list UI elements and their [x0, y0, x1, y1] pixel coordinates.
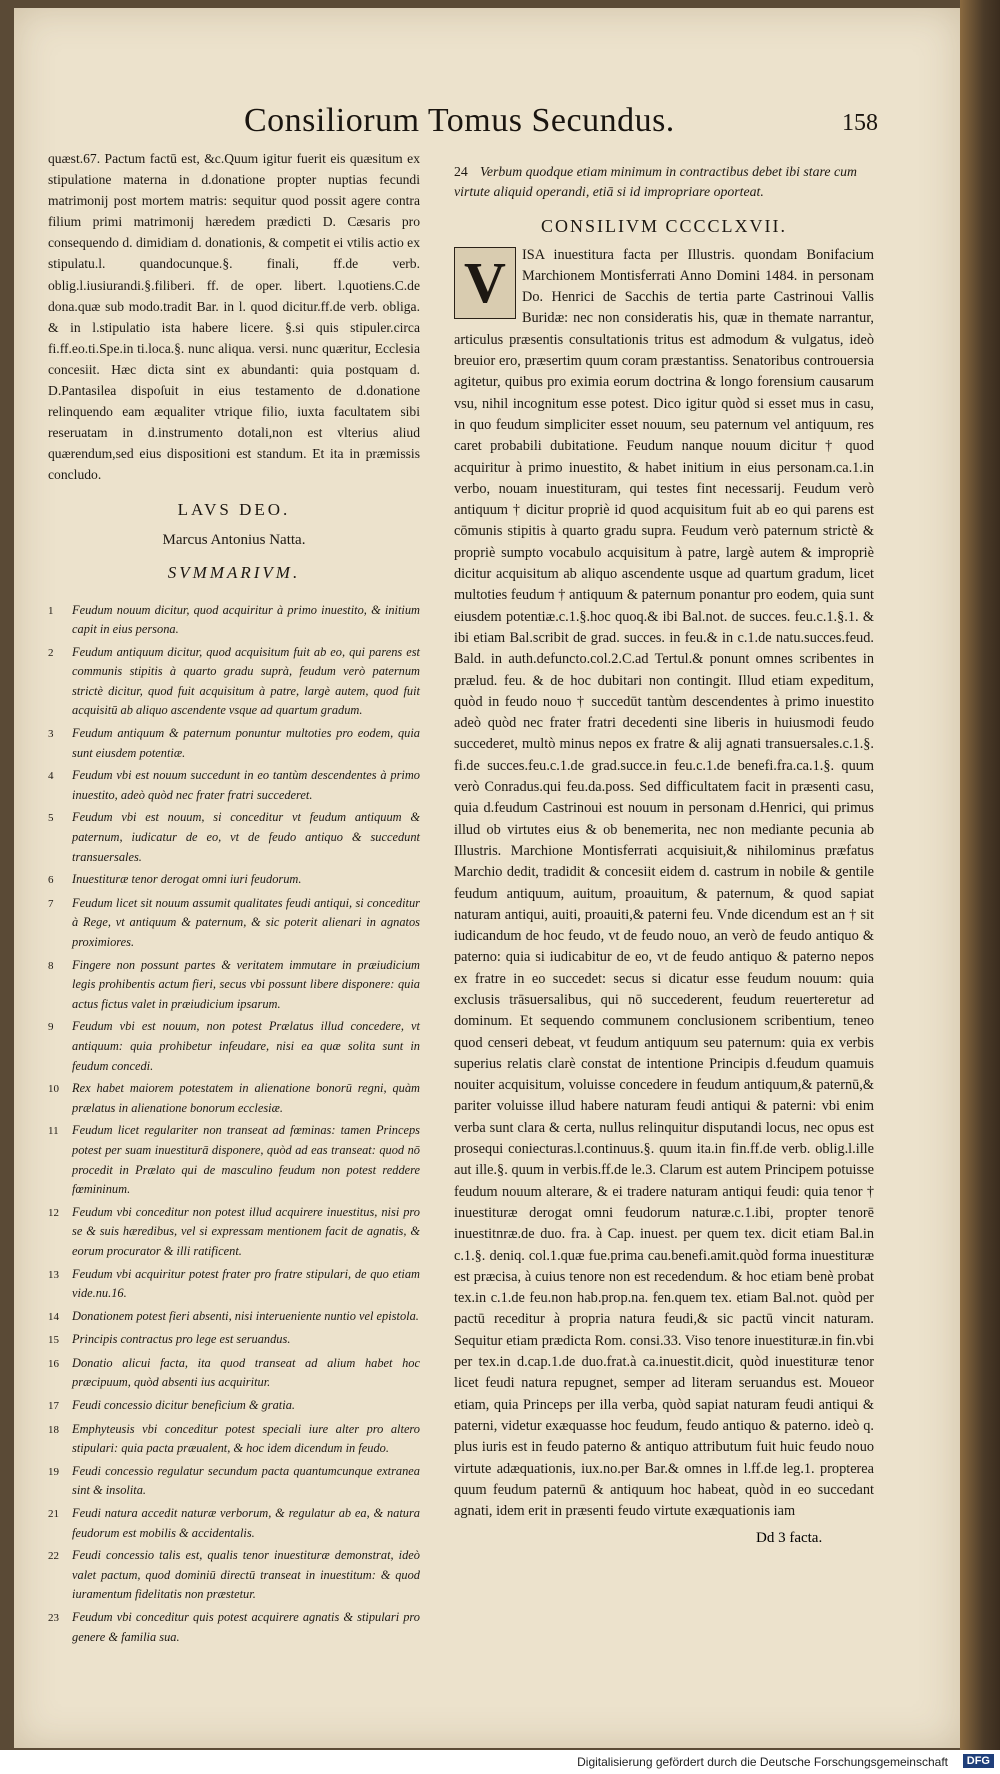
summary-number: 13: [48, 1268, 59, 1281]
summary-text: Feudum vbi acquiritur potest frater pro fratre stipulari, de quo etiam vide.nu.16.: [72, 1266, 420, 1301]
summary-number: 16: [48, 1357, 59, 1370]
summary-item: [48, 1079, 420, 1118]
summary-text: Donatio alicui facta, ita quod transeat ad alium habet hoc præcipuum, quòd absenti ius acquiritur.: [72, 1355, 420, 1390]
summary-item: [48, 808, 420, 867]
summary-text: Feudi concessio regulatur secundum pacta quantumcunque extranea sint & insolita.: [72, 1463, 420, 1498]
summary-text: Fingere non possunt partes & veritatem immutare in præiudicium legis prohibentis actum fieri, secus vbi possunt libere disponere: quia actus fictus valet in præiudicium ipsarum.: [72, 957, 420, 1011]
summary-number: 11: [48, 1125, 59, 1138]
summary-title: SVMMARIVM.: [167, 562, 301, 582]
summary-text: Feudum vbi est nouum, non potest Prælatus illud concedere, vt antiquum: quia prohibetur infeudare, nisi ea quæ solita sunt in feudum concedi.: [72, 1019, 420, 1073]
summary-number: 6: [48, 874, 54, 887]
summary-item: [48, 1504, 420, 1543]
summary-number: 18: [48, 1423, 59, 1436]
right-column: [454, 148, 874, 1522]
summary-number: 24: [454, 163, 468, 179]
summary-item: [48, 956, 420, 1015]
consilium-body: ISA inuestitura facta per Illustris. quondam Bonifacium Marchionem Montisferrati Anno Domini 1484. in personam Do. Henrici de Sacchis de tertia parte Castrinoui Vallis Buridæ: nec non consideratis his, quæ in themate narrantur, articulus præsentis consultationis tritus est admodum & vulgatus, ideò breuior ero, præsertim quum coram præstantiss. Senatoribus controuersia agitetur, quibus pro eximia eorum doctrina & longo forensium causarum vsu, nihil incognitum esse potest. Dico igitur quòd si esset mus in casu, in quo feudum simpliciter esset nouum, seu paternum vel antiquum, res caret probabili dubitatione. Feudum nanque nouum dicitur † quod acquiritur à primo inuestito, & habet initium in eius personam.ca.1.in verbo, nouam inuestituram, qui testes fint necessarij. Feudum verò antiquum † dicitur propriè id quod acquisitum fuit ab eo qui parens est cōmunis stipitis à quarto gradu supra. Feudum verò paternum strictè & propriè sumpto vocabulo acquisitum à patre, largè autem & impropriè dicitur acquisitum ab aliquo ascendente usque ad quartum gradum, licet multoties feudum † antiquum & paternum ponantur pro eodem, quia sunt eiusdem potentiæ.c.1.§.hoc quoq.& ibi Bal.not. de succes. feu.c.1.§.1. & ibi etiam Bal.scribit de grad. succes. in feu.& in c.1.de natu.succes.feud. Bald. in auth.defuncto.col.2.C.ad Tertul.& ponunt omnes scribentes in prælud. feu. & de hoc dubitari non contingit. Illud etiam expeditum, quòd in feudo nouo † succedūt tantùm descendentes à primo inuestito adeò quòd nec frater fratri decedenti sine liberis in huiusmodi feudo succederet, multò minus nepos ex fratre & alij agnati transuersales.c.1.§. fi.de succes.feu.c.1.de grad.succe.in feu.c.1.de benefi.fra.ca.1.§. quum verò Conradus.qui feu.da.poss. Sed difficultatem facit in præsenti casu, quia d.feudum Castrinoui est nouum in personam d.Henrici, qui primus illud ob virtutes eius & ob benemerita, nec non mediante pecunia ab Illustris. Marchione Montisferrati acquisiuit,& nihilominus præfatus Marchio dedit, tradidit & concesiit eidem d. castrum in nobile & gentile feudum antiquum, auitum, proauitum, & paternum, & quod sapiat naturam antiqui, auiti, proauiti,& paterni feu. Vnde dicendum est an † sit iudicandum de hoc feudo, vt de feudo nouo, an verò de feudo antiquo & paterno: quia si iudicabitur de eo, vt de feudo antiquo & paterno nepos ex fratre in eo succedet: secus si dicatur esse feudum nouum: quia exclusis trāsuersalibus, qui nō succederent, feudum reuerteretur ad dominum. Et sequendo communem conclusionem scribentium, teneo quod censeri debeat, vt feudum antiquum seu paternum: quia ex verbis superius relatis clarè constat de intentione Principis d.feudum quamuis nouiter acquisitum, voluisse concedere in feudum antiquum,& paternū,& pariter voluisse illud habere naturam feudi antiqui & paterni: vbi enim verba sunt clara & certa, nullus relinquitur disputandi locus, nec opus est prosequi coniecturas.l.continuus.§. quum ita.in fin.ff.de verb. oblig.l.ille aut ille.§. quum in verbis.ff.de le.3. Clarum est autem Principem potuisse feudum nouum alterare, & ei tradere naturam antiqui feudi: quia tenor † inuestituræ derogat omni feudorum naturæ.c.1.ibi, propter tenorē inuestitnræ.de duo. fra. à Cap. inuest. per quem tex. dicit etiam Bal.in c.1.§. deniq. col.1.quæ fue.prima cau.benefi.amit.quòd forma inuestituræ est præcisa, à cuius tenore non est recedendum. & hoc etiam benè probat tex.in c.1.de feu.non hab.prop.na. fen.quem tex. etiam Bal.not. quòd per pactū receditur à propria natura feudi,& sic pactū vincit naturam. Sequitur etiam prædicta Rom. consi.33. Viso tenore inuestituræ.in fin.vbi per tex.in d.cap.1.de duo.frat.à ca.inuestit.dicit, quòd inuestituræ tenor licet feudi natura repugnet, semper ad literam seruandus est. Moueor etiam, quia Princeps per illa verba, quòd sapiat naturam feudi antiqui & paterni, videtur exæquasse hoc feudum, feudo antiquo & paterno. ideò q. plus iuris est in feudo paterno & antiquo attributum fuit huic feudo nouo virtute adæquationis, iux.no.per Bar.& omnes in l.ff.de leg.1. propterea quum feudum paternū & antiquum hoc habeat, quòd in eo succedant agnati, idem erit in præsenti feudo virtute exæquationis iam: [454, 246, 874, 1520]
summary-item: [48, 601, 420, 640]
summary-item: [48, 724, 420, 763]
summary-text: Feudum antiquum & paternum ponuntur multoties pro eodem, quia sunt eiusdem potentiæ.: [72, 726, 420, 760]
summary-number: 23: [48, 1612, 59, 1624]
summary-number: 8: [48, 959, 54, 972]
summary-text: Feudum vbi est nouum, si conceditur vt feudum antiquum & paternum, iudicatur de eo, vt de feudo antiquo & succedunt transuersales.: [72, 810, 420, 864]
summary-text: Feudum licet regulariter non transeat ad fœminas: tamen Princeps potest per suam inuestiturā disponere, quòd ad eas transeat: quod nō procedit in Prælato qui de masculino feudum non potest reddere fœmininum.: [72, 1123, 420, 1197]
summary-item: [48, 1354, 420, 1393]
book-edge: [960, 0, 1000, 1750]
summary-text: Feudum vbi conceditur non potest illud acquirere inuestitus, nisi pro se & suis hæredibus, vel si expressam mentionem facit de agnatis, & eorum procurator & illi ratificent.: [72, 1204, 420, 1258]
summary-list: [48, 601, 420, 1648]
running-title: Consiliorum Tomus Secundus.: [244, 102, 675, 139]
summary-number: 19: [48, 1465, 59, 1478]
summary-text: Feudi concessio dicitur beneficium & gratia.: [72, 1398, 295, 1413]
summary-item: [48, 1330, 420, 1351]
summary-text: Emphyteusis vbi conceditur potest speciali iure alter pro altero stipulari: quia pacta præualent, & hoc idem dicendum in feudo.: [72, 1421, 420, 1456]
summary-item: [48, 1307, 420, 1328]
summary-number: 2: [48, 646, 54, 659]
summary-number: 10: [48, 1083, 59, 1096]
footer-bar: [0, 1750, 1000, 1774]
left-column: [48, 148, 420, 1650]
summary-text: Rex habet maiorem potestatem in alienatione bonorū regni, quàm prælatus in alienatione bonorum ecclesiæ.: [72, 1081, 420, 1115]
summary-text: Principis contractus pro lege est seruandus.: [72, 1332, 291, 1347]
footer-text: Digitalisierung gefördert durch die Deutsche Forschungsgemeinschaft: [577, 1755, 948, 1769]
dropcap-letter: V: [454, 247, 516, 319]
summary-number: 9: [48, 1021, 54, 1034]
summary-number: 5: [48, 812, 54, 825]
summary-item-24: [454, 162, 874, 202]
summary-text: Verbum quodque etiam minimum in contractibus debet ibi stare cum virtute aliquid operandi, etiā si id impropriare oporteat.: [454, 163, 857, 199]
book-page: [14, 8, 960, 1748]
summary-number: 15: [48, 1334, 59, 1347]
summary-text: Feudi natura accedit naturæ verborum, & regulatur ab ea, & natura feudorum est mobilis & accidentalis.: [72, 1506, 420, 1540]
summary-item: [48, 870, 420, 891]
summary-text: Feudum licet sit nouum assumit qualitates feudi antiqui, si conceditur à Rege, vt antiquum & paternum, & sic poterit alienari in agnatos proximiores.: [72, 895, 420, 949]
summary-item: [48, 1121, 420, 1199]
summary-item: [48, 766, 420, 805]
left-paragraph: quæst.67. Pactum factū est, &c.Quum igitur fuerit eis quæsitum ex stipulatione materna in d.donatione propter nuptias fecundi matrimonij post mortem matris: sequitur quod possit agere contra filium primi matrimonij hæredem prædicti D. Cæsaris pro consequendo d. dimidiam d. donationis, & competit ei vtilis actio ex stipulatu.l. quandocunque.§. finali, ff.de verb. oblig.l.iusiurandi.§.filiberi. ff. de oper. libert. l.quotiens.C.de dona.quæ sub modo.tradit Bar. in l. quod dicitur.ff.de verb. obliga. & in l.stipulatio ista habere licere. §.si quis stipuler.circa fi.ff.eo.ti.Spe.in ti.loca.§. nunc aliqua. versi. nunc quæritur, Ecclesia concesiit. Hæc dicta sint ex abundanti: quia postquam d. D.Pantasilea dispoſuit in eius testamento de d.donatione relinquendo eam æqualiter vtrique filio, iuxta facultatem sibi reseruatam in d.instrumento dotali,non est vlterius aliud quærendum,sed eius dispositioni est standum. Et ita in præmissis concludo.: [48, 151, 420, 483]
summary-item: [48, 1546, 420, 1605]
laus-deo: LAVS DEO.: [177, 499, 291, 519]
summary-number: 21: [48, 1508, 59, 1521]
summary-number: 17: [48, 1400, 59, 1413]
summary-text: Feudum vbi conceditur quis potest acquirere agnatis & stipulari pro genere & familia sua.: [72, 1610, 420, 1644]
summary-text: Feudi concessio talis est, qualis tenor inuestituræ demonstrat, ideò valet pactum, quod dominiū directū transeat in inuestitum: & quod iuramentum fidelitatis non præstetur.: [72, 1548, 420, 1602]
summary-number: 14: [48, 1310, 59, 1323]
consilium-title: CONSILIVM CCCCLXVII.: [540, 215, 787, 236]
summary-item: [48, 643, 420, 721]
summary-text: Feudum vbi est nouum succedunt in eo tantùm descendentes à primo inuestito, adeò quòd nec frater fratri succederet.: [72, 768, 420, 802]
summary-text: Feudum antiquum dicitur, quod acquisitum fuit ab eo, qui parens est communis stipitis à quarto gradu suprà, feudum verò paternum strictè dicitur, quod fuit acquisitum à patre, largè autem, quod fuit acquisitū ab aliquo ascendente vsque ad quartum gradum.: [72, 644, 420, 718]
summary-text: Donationem potest fieri absenti, nisi interueniente nuntio vel epistola.: [72, 1308, 419, 1323]
catchword: Dd 3 facta.: [756, 1530, 823, 1546]
summary-item: [48, 1265, 420, 1304]
summary-item: [48, 1396, 420, 1417]
summary-item: [48, 1608, 420, 1647]
summary-text: Feudum nouum dicitur, quod acquiritur à primo inuestito, & initium capit in eius persona.: [72, 602, 420, 637]
summary-number: 1: [48, 604, 54, 617]
summary-item: [48, 1462, 420, 1501]
summary-item: [48, 894, 420, 953]
author-name: Marcus Antonius Natta.: [162, 531, 306, 548]
summary-number: 22: [48, 1550, 59, 1563]
summary-number: 7: [48, 897, 54, 910]
summary-number: 4: [48, 770, 54, 783]
dfg-logo: DFG: [963, 1754, 994, 1768]
summary-text: Inuestituræ tenor derogat omni iuri feudorum.: [72, 872, 302, 887]
summary-item: [48, 1017, 420, 1076]
page-number: 158: [842, 110, 878, 136]
summary-item: [48, 1420, 420, 1459]
summary-number: 3: [48, 728, 54, 741]
summary-number: 12: [48, 1206, 59, 1219]
summary-item: [48, 1203, 420, 1262]
